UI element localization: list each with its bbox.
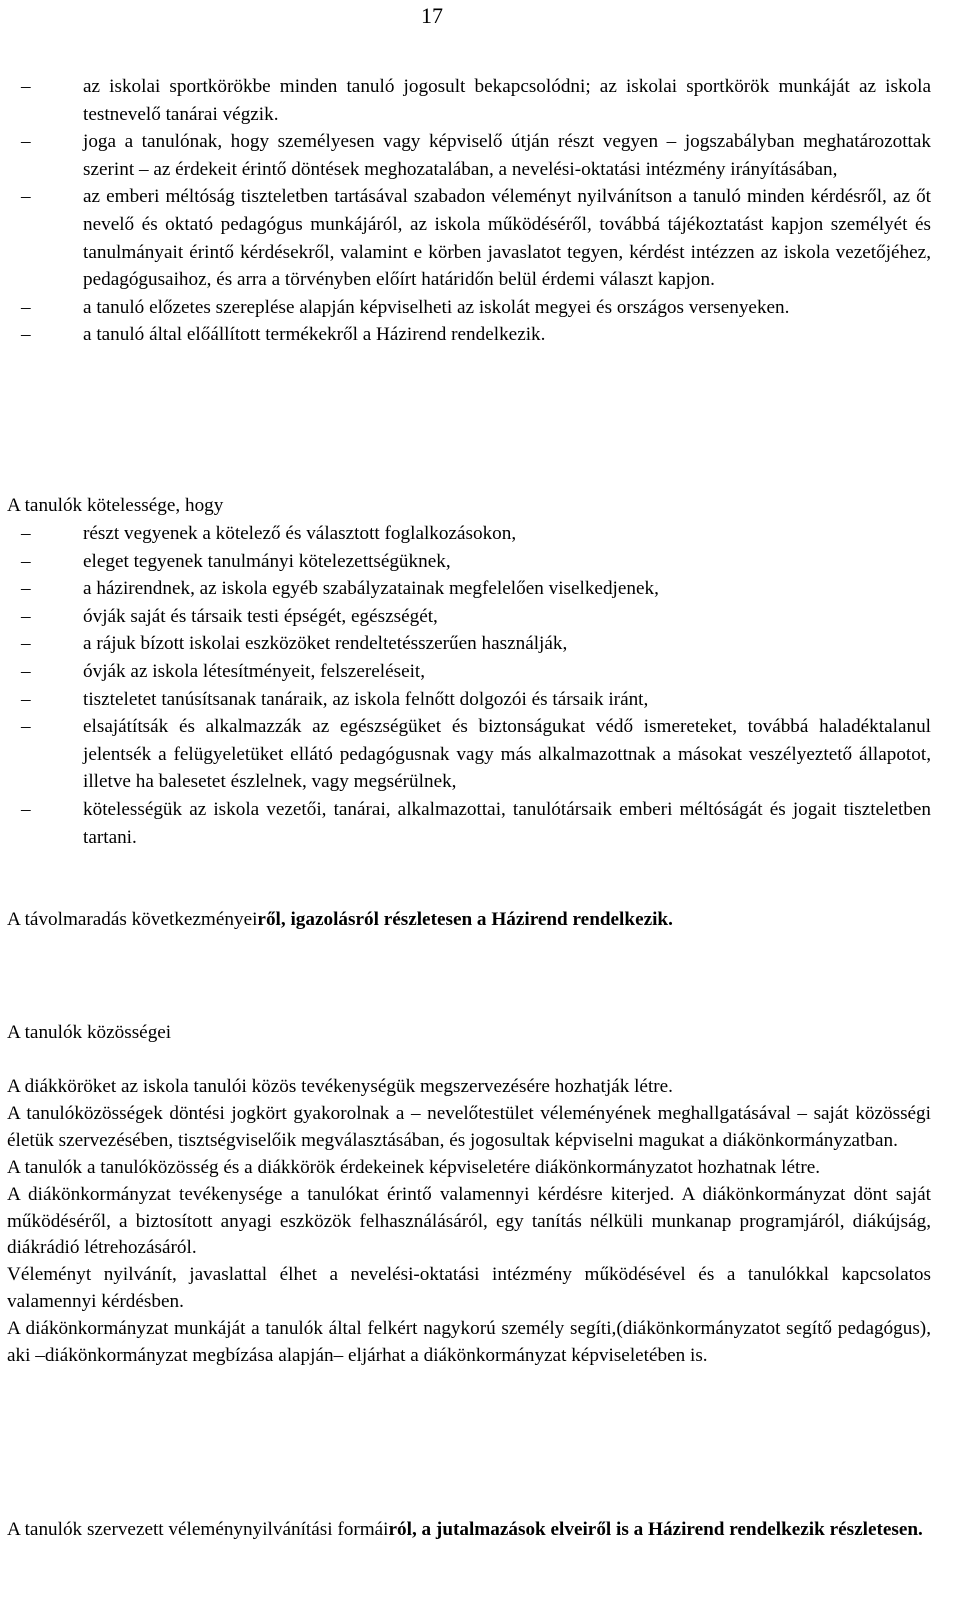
dash-bullet: – — [21, 633, 31, 655]
dash-bullet: – — [21, 716, 31, 738]
list-item — [7, 321, 931, 349]
absence-note — [7, 906, 931, 934]
absence-note-normal: A távolmaradás következményei — [7, 909, 258, 930]
page-number: 17 — [421, 3, 443, 28]
list-item — [7, 658, 931, 686]
dash-bullet: – — [21, 76, 31, 97]
list-item-text: óvják saját és társaik testi épségét, egészségét, — [83, 605, 438, 627]
duties-intro: A tanulók kötelessége, hogy — [7, 495, 224, 516]
duties-list — [7, 520, 931, 851]
list-item-text: kötelességük az iskola vezetői, tanárai, alkalmazottai, tanulótársaik emberi méltóságát és jogait tiszteletben tartani. — [83, 798, 931, 848]
list-item-text: joga a tanulónak, hogy személyesen vagy képviselő útján részt vegyen – jogszabályban meghatározottak szerint – az érdekeit érintő döntések meghozatalában, a nevelési-oktatási intézmény irányításában, — [83, 131, 931, 180]
absence-note-bold: ről, igazolásról részletesen a Házirend rendelkezik. — [257, 909, 673, 930]
rewards-note — [7, 1516, 931, 1544]
dash-bullet: – — [21, 605, 31, 627]
list-item-text: eleget tegyenek tanulmányi kötelezettségüknek, — [83, 550, 451, 572]
paragraph: A diákönkormányzat tevékenysége a tanulókat érintő valamennyi kérdésre kiterjed. A diákönkormányzat dönt saját működéséről, a biztosított anyagi eszközök felhasználásáról, egy tanítás nélküli munkanap programjáról, diákújság, diákrádió létrehozásáról. — [7, 1183, 931, 1259]
rewards-note-bold: ról, a jutalmazások elveiről is a Házirend rendelkezik részletesen. — [388, 1519, 923, 1540]
list-item — [7, 548, 931, 576]
list-item-text: a tanuló által előállított termékekről a Házirend rendelkezik. — [83, 324, 546, 346]
list-item-text: a rájuk bízott iskolai eszközöket rendeltetésszerűen használják, — [83, 633, 568, 655]
list-item-text: óvják az iskola létesítményeit, felszereléseit, — [83, 660, 426, 682]
list-item — [7, 128, 931, 183]
list-item — [7, 686, 931, 714]
list-item — [7, 520, 931, 548]
list-item-text: elsajátítsák és alkalmazzák az egészségüket és biztonságukat védő ismereteket, továbbá haladéktalanul jelentsék a felügyeletüket ellátó pedagógusnak vagy más alkalmazottnak a másokat veszélyeztető állapotot, illetve ha balesetet észlelnek, vagy megsérülnek, — [83, 716, 931, 793]
dash-bullet: – — [21, 578, 31, 600]
paragraph: A tanulók a tanulóközösség és a diákkörök érdekeinek képviseletére diákönkormányzatot hozhatnak létre. — [7, 1156, 821, 1178]
list-item — [7, 294, 931, 322]
dash-bullet: – — [21, 550, 31, 572]
list-item — [7, 603, 931, 631]
list-item-text: tiszteletet tanúsítsanak tanáraik, az iskola felnőtt dolgozói és társaik iránt, — [83, 688, 649, 710]
list-item-text: a házirendnek, az iskola egyéb szabályzatainak megfelelően viselkedjenek, — [83, 578, 659, 600]
communities-heading: A tanulók közösségei — [7, 1022, 172, 1043]
dash-bullet: – — [21, 660, 31, 682]
paragraph: A diákköröket az iskola tanulói közös tevékenységük megszervezésére hozhatják létre. — [7, 1076, 673, 1097]
list-item — [7, 796, 931, 851]
dash-bullet: – — [21, 296, 31, 318]
list-item — [7, 73, 931, 128]
rewards-note-normal: A tanulók szervezett véleménynyilvánítási formái — [7, 1519, 389, 1540]
dash-bullet: – — [21, 324, 31, 346]
dash-bullet: – — [21, 688, 31, 710]
dash-bullet: – — [21, 186, 31, 208]
community-paragraphs — [7, 1074, 931, 1370]
list-item — [7, 183, 931, 293]
dash-bullet: – — [21, 798, 31, 820]
paragraph: A tanulóközösségek döntési jogkört gyakorolnak a – nevelőtestület véleményének meghallgatásával – saját közösségi életük szervezésében, tisztségviselőik megválasztásában, és jogosultak képviselni magukat a diákönkormányzatban. — [7, 1102, 931, 1151]
dash-bullet: – — [21, 131, 31, 153]
list-item — [7, 575, 931, 603]
list-item — [7, 713, 931, 796]
rights-list — [7, 73, 931, 349]
list-item — [7, 630, 931, 658]
list-item-text: a tanuló előzetes szereplése alapján képviselheti az iskolát megyei és országos versenyeken. — [83, 296, 790, 318]
list-item-text: az iskolai sportkörökbe minden tanuló jogosult bekapcsolódni; az iskolai sportkörök munkáját az iskola testnevelő tanárai végzik. — [83, 76, 931, 125]
list-item-text: részt vegyenek a kötelező és választott foglalkozásokon, — [83, 523, 517, 544]
dash-bullet: – — [21, 523, 31, 544]
paragraph: Véleményt nyilvánít, javaslattal élhet a nevelési-oktatási intézmény működésével és a tanulókkal kapcsolatos valamennyi kérdésben. — [7, 1264, 931, 1313]
list-item-text: az emberi méltóság tiszteletben tartásával szabadon véleményt nyilvánítson a tanuló minden kérdésről, az őt nevelő és oktató pedagógus munkájáról, az iskola működéséről, továbbá tájékoztatást kapjon személyét és tanulmányait érintő kérdésekről, valamint e körben javaslatot tegyen, kérdést intézzen az iskola vezetőjéhez, pedagógusaihoz, és arra a törvényben előírt határidőn belül érdemi választ kapjon. — [83, 186, 931, 291]
paragraph: A diákönkormányzat munkáját a tanulók által felkért nagykorú személy segíti,(diákönkormányzatot segítő pedagógus), aki –diákönkormányzat megbízása alapján– eljárhat a diákönkormányzat képviseletében is. — [7, 1318, 931, 1367]
